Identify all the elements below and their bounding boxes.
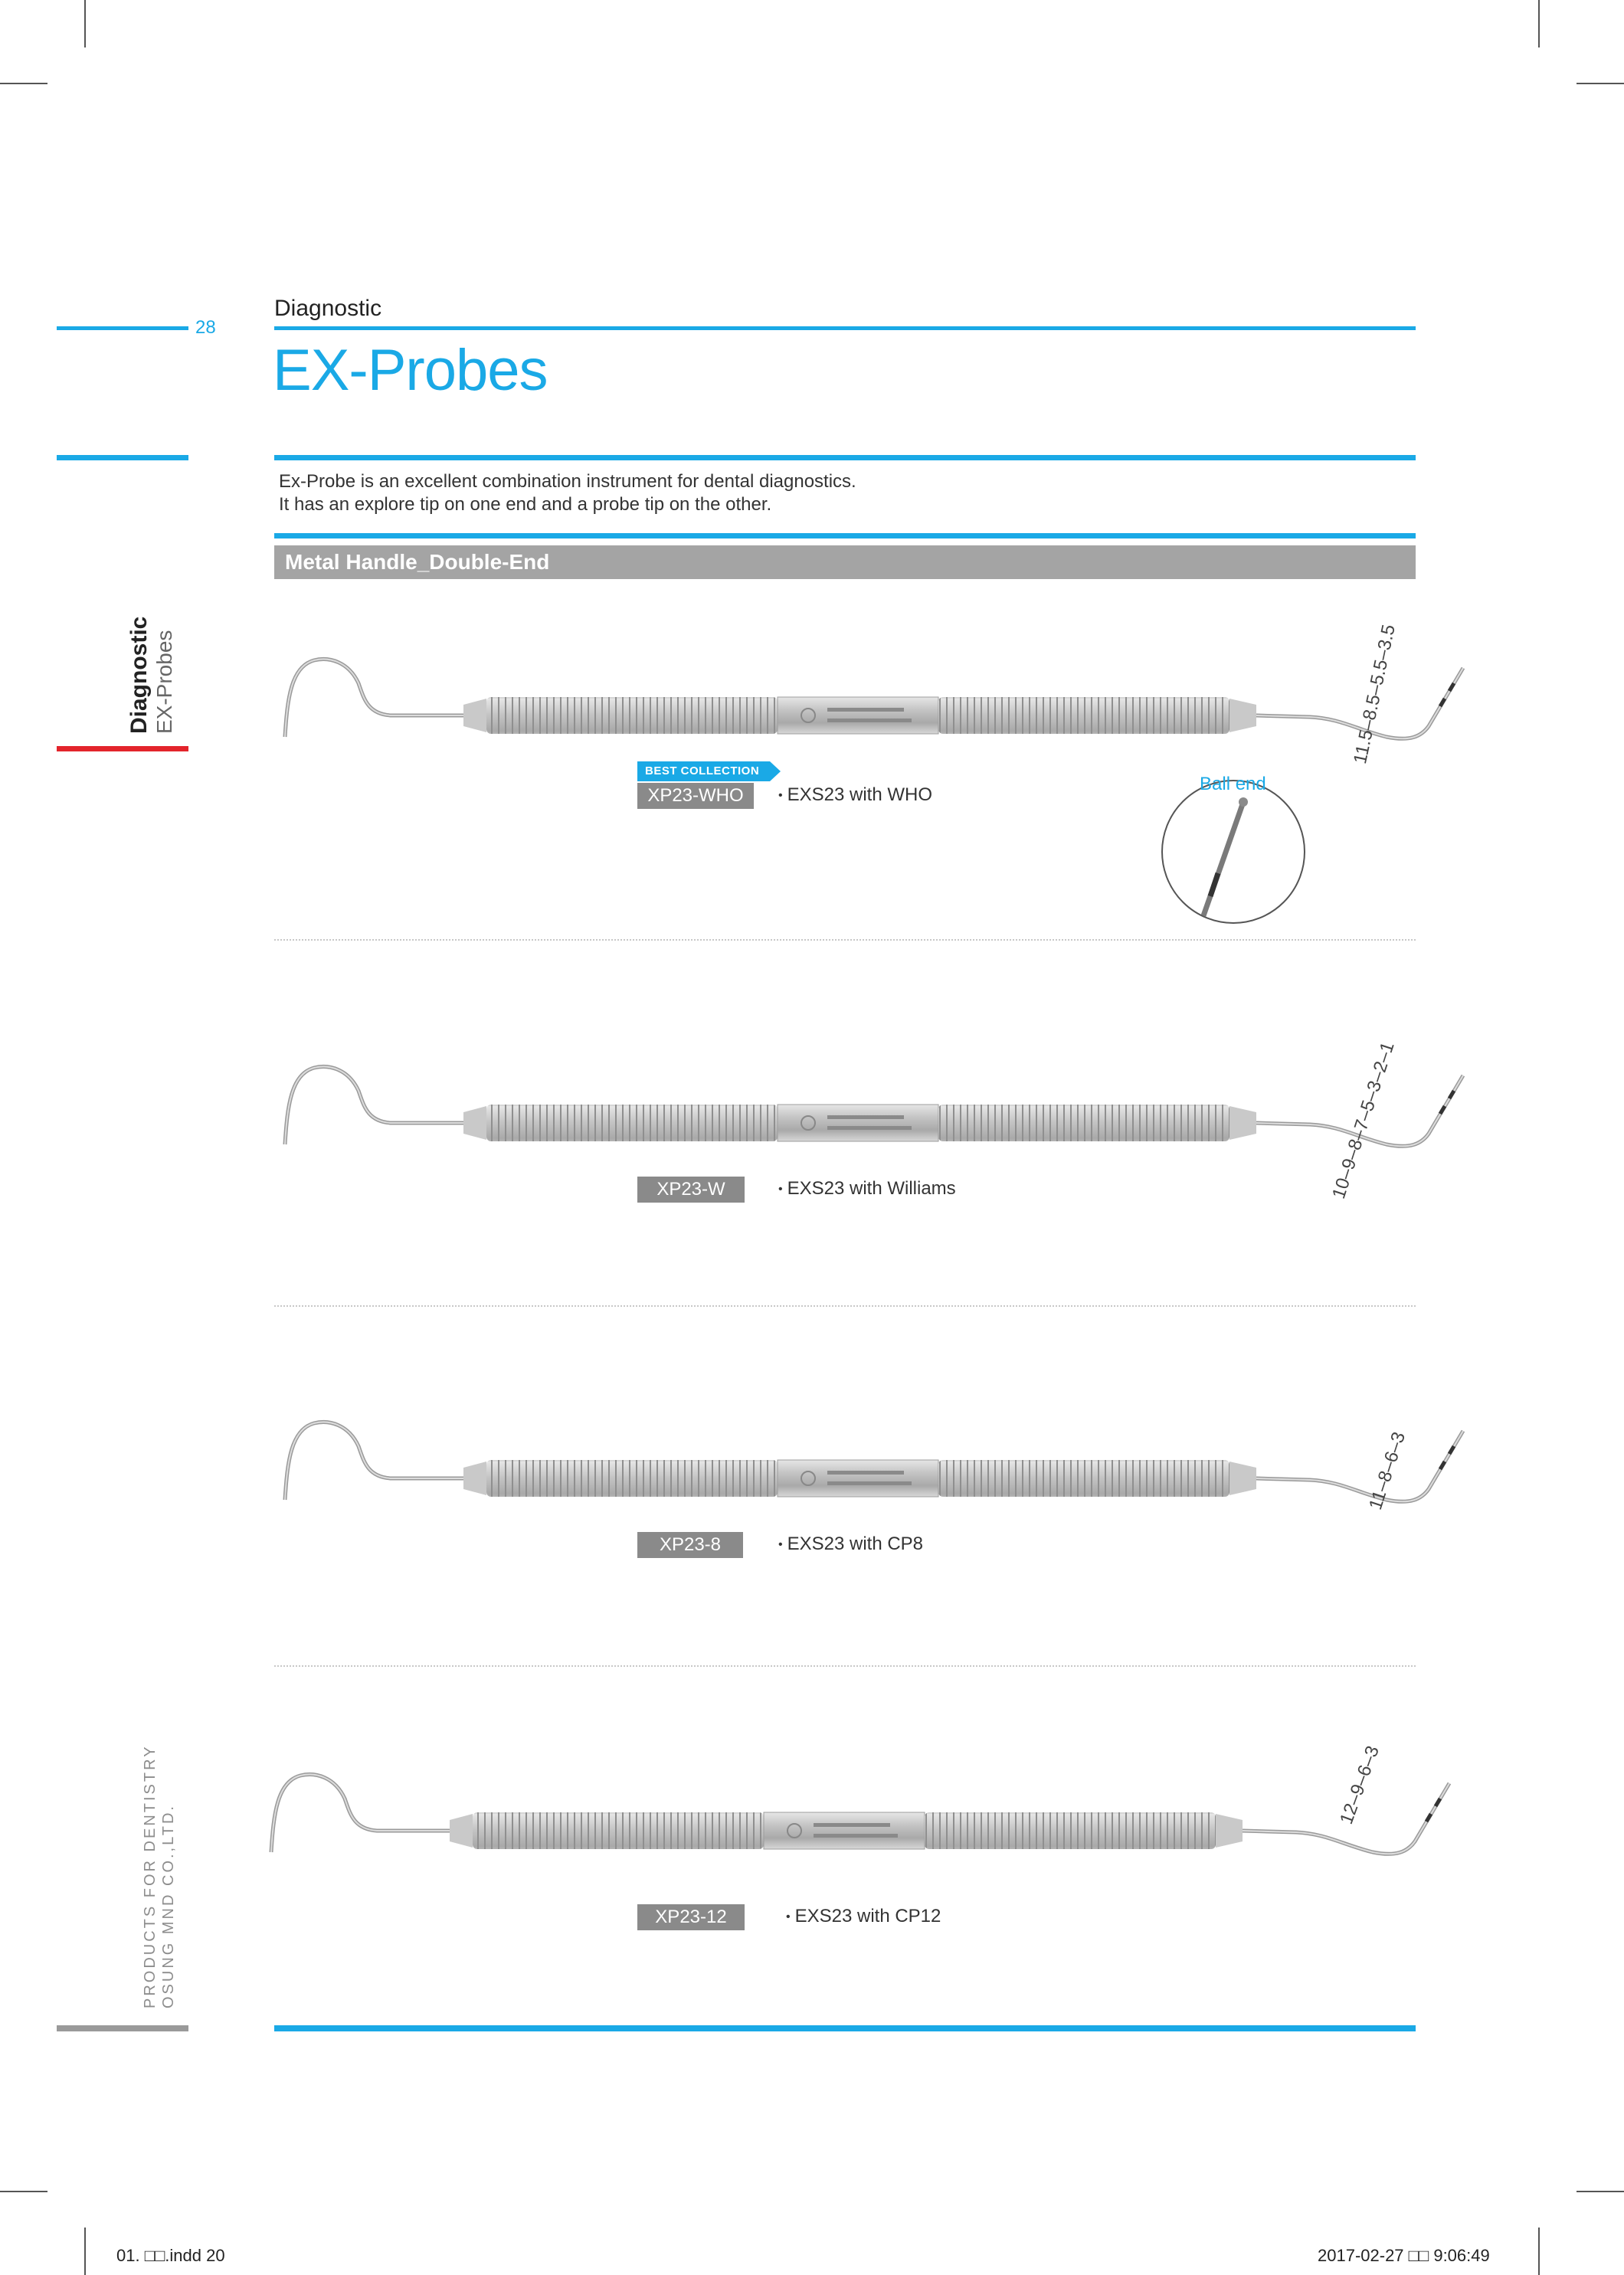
side-rule-top: [57, 326, 188, 330]
side-subtitle: EX-Probes: [152, 630, 176, 734]
footer-timestamp: 2017-02-27 □□ 9:06:49: [1318, 2246, 1490, 2265]
side-marker-red: [57, 746, 188, 751]
bottom-rule: [274, 2025, 1416, 2031]
crop-mark: [84, 0, 86, 47]
product-code: XP23-WHO: [637, 783, 754, 809]
vendor-line1: PRODUCTS FOR DENTISTRY: [142, 1744, 159, 2008]
product-divider: [274, 1665, 1416, 1667]
page-number: 28: [195, 317, 216, 338]
intro-text: [279, 470, 856, 516]
instrument-image: [268, 653, 1478, 760]
probe-markings: 12–9–6–3: [1336, 1743, 1383, 1828]
category-bar: [274, 545, 1416, 579]
crop-mark: [1577, 83, 1624, 84]
side-title: Diagnostic: [126, 616, 152, 734]
intro-line1: Ex-Probe is an excellent combination instrument for dental diagnostics.: [279, 471, 856, 492]
section-label: Diagnostic: [274, 296, 382, 321]
description-text: EXS23 with CP8: [787, 1534, 924, 1554]
crop-mark: [1538, 0, 1540, 47]
ball-end-inset: [1161, 780, 1305, 924]
crop-mark: [84, 2228, 86, 2275]
product-description: • EXS23 with CP8: [778, 1534, 924, 1554]
probe-markings: 11–8–6–3: [1365, 1429, 1410, 1513]
footer-file-info: 01. □□.indd 20: [116, 2246, 225, 2265]
side-vendor-text: [141, 1744, 178, 2008]
product-code: XP23-8: [637, 1532, 743, 1558]
side-rule-bottom: [57, 2025, 188, 2031]
category-label: Metal Handle_Double-End: [285, 550, 550, 574]
probe-markings: 10–9–8–7–5–3–2–1: [1328, 1039, 1399, 1202]
ball-end-detail: [1163, 781, 1304, 922]
crop-mark: [1538, 2228, 1540, 2275]
intro-rule: [274, 533, 1416, 538]
instrument-image: [254, 1768, 1465, 1875]
header-rule: [274, 326, 1416, 330]
product-description: • EXS23 with Williams: [778, 1178, 956, 1199]
description-text: EXS23 with WHO: [787, 784, 932, 805]
instrument-image: [268, 1416, 1478, 1523]
best-collection-badge: BEST COLLECTION: [637, 761, 770, 781]
product-description: • EXS23 with WHO: [778, 784, 932, 805]
ball-end-label: Ball end: [1200, 774, 1266, 794]
description-text: EXS23 with Williams: [787, 1178, 956, 1199]
crop-mark: [0, 2191, 47, 2192]
side-section-title: [126, 617, 177, 734]
product-code: XP23-12: [637, 1904, 745, 1930]
crop-mark: [1577, 2191, 1624, 2192]
product-divider: [274, 1305, 1416, 1307]
product-code: XP23-W: [637, 1177, 745, 1203]
title-rule: [274, 455, 1416, 460]
crop-mark: [0, 83, 47, 84]
intro-line2: It has an explore tip on one end and a probe tip on the other.: [279, 494, 772, 515]
vendor-line2: OSUNG MND CO.,LTD.: [160, 1804, 177, 2008]
page-title: EX-Probes: [273, 338, 548, 403]
instrument-image: [268, 1060, 1478, 1167]
product-description: • EXS23 with CP12: [786, 1906, 941, 1926]
side-rule-mid: [57, 455, 188, 460]
product-divider: [274, 939, 1416, 941]
probe-markings: 11.5–8.5–5.5–3.5: [1350, 622, 1400, 766]
description-text: EXS23 with CP12: [794, 1906, 941, 1926]
